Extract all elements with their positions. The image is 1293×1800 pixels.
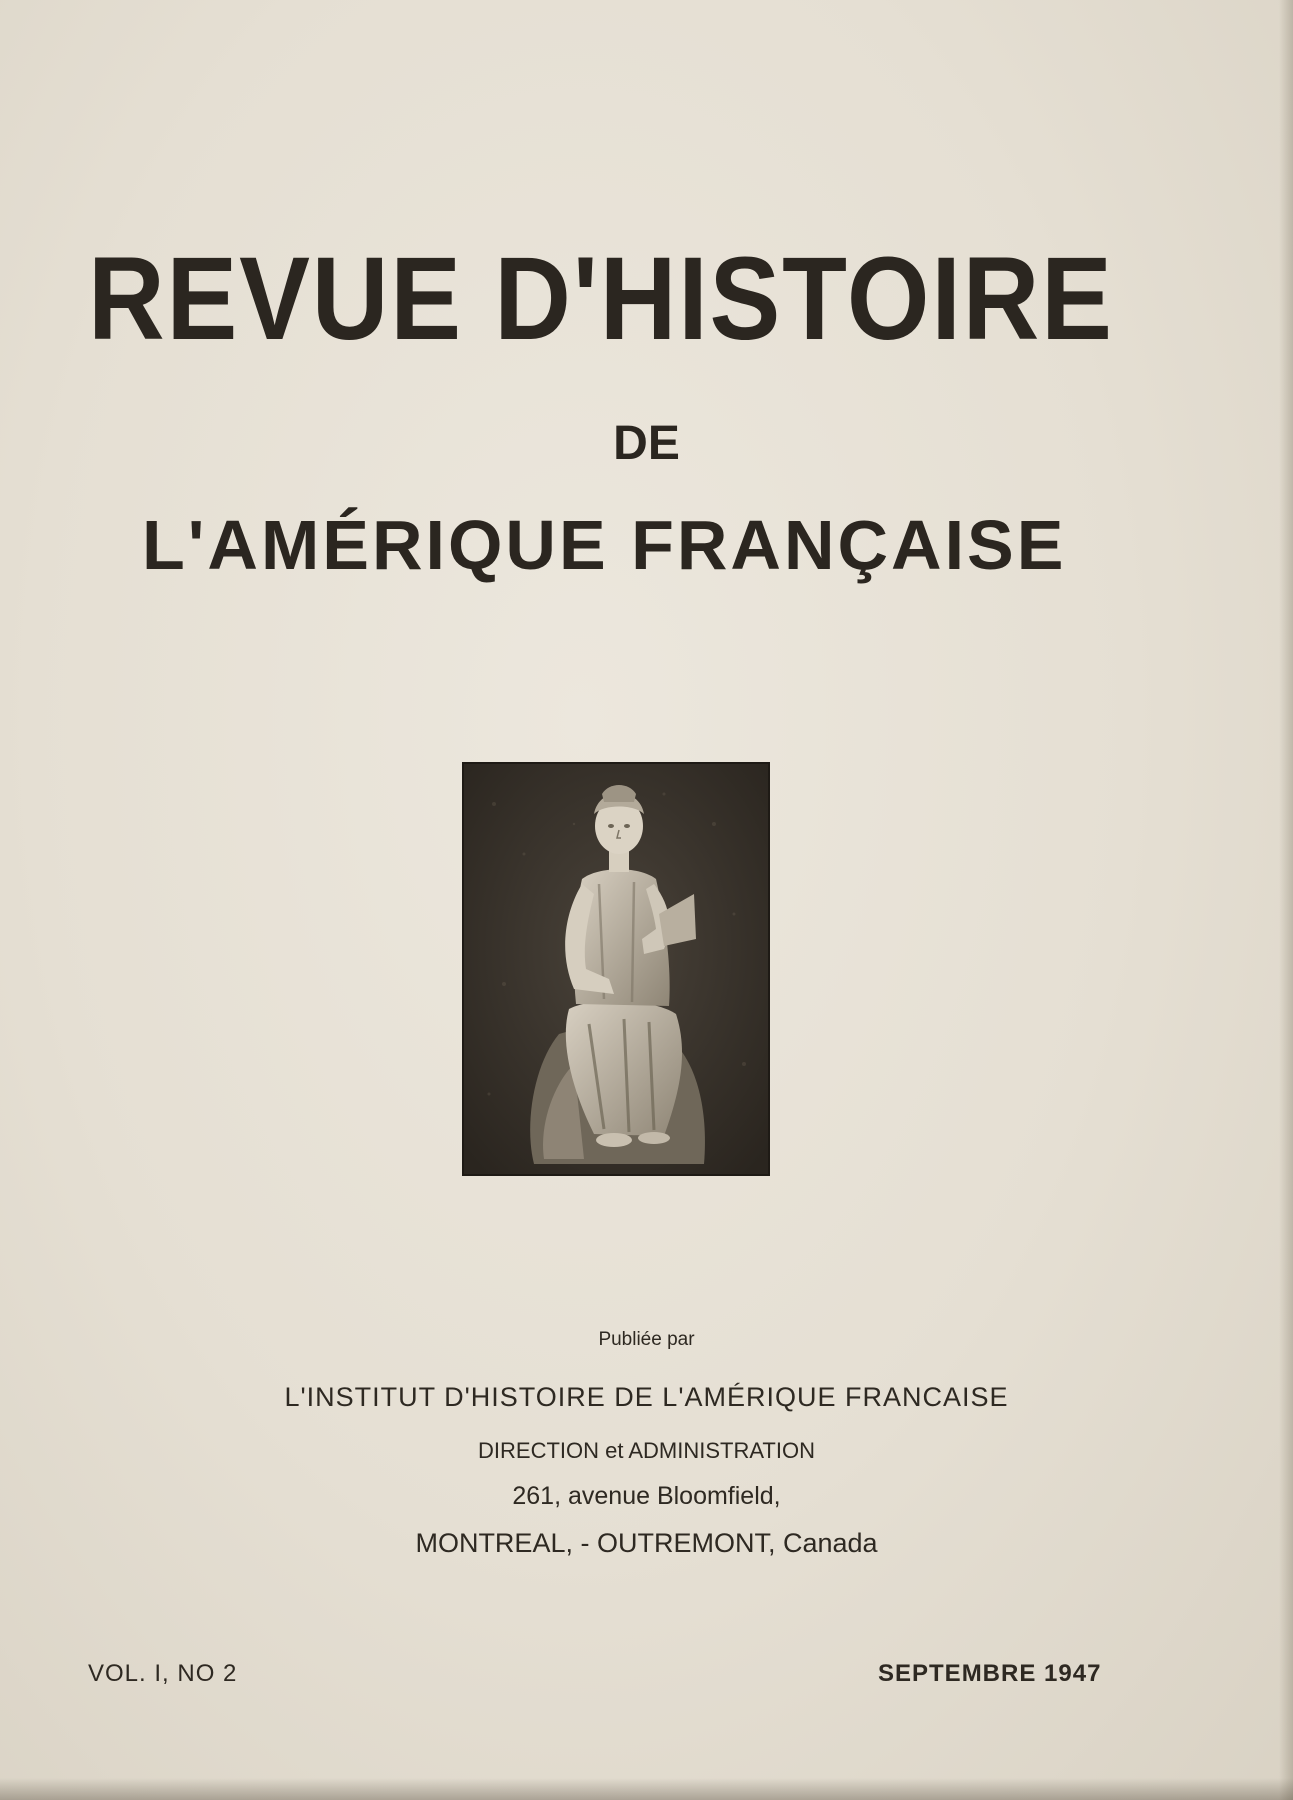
page-bottom-shadow	[0, 1778, 1293, 1800]
issue-date: SEPTEMBRE 1947	[878, 1660, 1102, 1687]
cover-title-sub: L'AMÉRIQUE FRANÇAISE	[142, 506, 1067, 584]
cover-title-main: REVUE D'HISTOIRE	[88, 233, 1114, 365]
publisher-city: MONTREAL, - OUTREMONT, Canada	[415, 1528, 878, 1558]
published-by-label: Publiée par	[598, 1329, 695, 1350]
seated-woman-statue-image	[464, 764, 768, 1174]
direction-label: DIRECTION et ADMINISTRATION	[478, 1438, 815, 1463]
volume-number: VOL. I, NO 2	[88, 1660, 238, 1687]
publisher-institute: L'INSTITUT D'HISTOIRE DE L'AMÉRIQUE FRANCAISE	[284, 1382, 1009, 1412]
publisher-address: 261, avenue Bloomfield,	[512, 1482, 781, 1510]
statue-illustration	[462, 762, 770, 1176]
cover-title-de: DE	[613, 417, 680, 470]
